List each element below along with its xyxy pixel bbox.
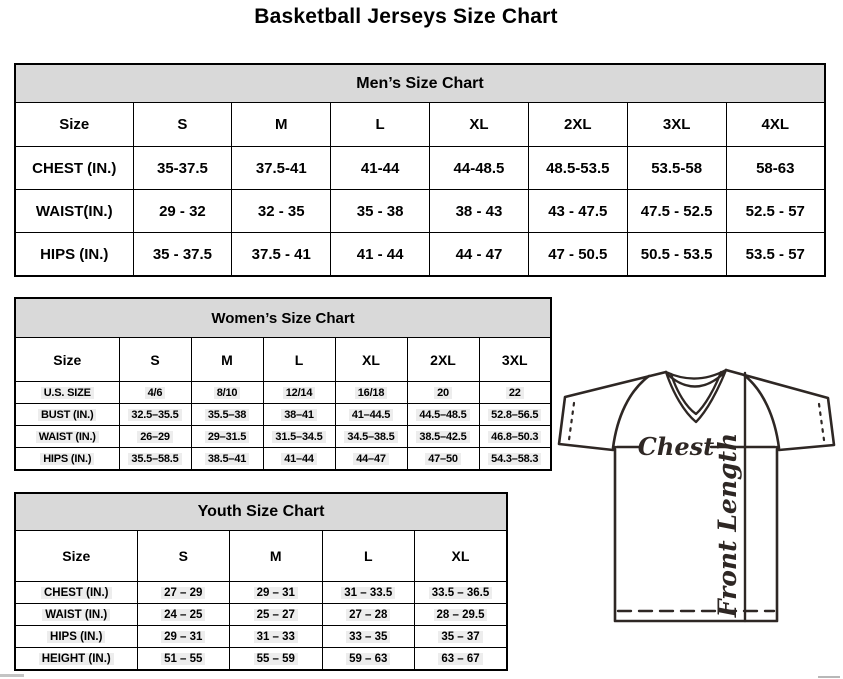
table-title: Women’s Size Chart xyxy=(15,298,551,338)
cell-text: 44.5–48.5 xyxy=(416,409,469,421)
column-header-s: S xyxy=(137,531,230,582)
chest-label: Chest xyxy=(637,432,715,461)
size-value xyxy=(119,448,191,471)
cell-text: HEIGHT (IN.) xyxy=(39,653,114,665)
size-value: 29 - 32 xyxy=(133,190,232,233)
size-value xyxy=(479,448,551,471)
size-value: 37.5-41 xyxy=(232,147,331,190)
column-header-s: S xyxy=(133,103,232,147)
page-title: Basketball Jerseys Size Chart xyxy=(254,5,558,28)
size-value xyxy=(415,648,508,671)
size-value: 53.5-58 xyxy=(627,147,726,190)
size-value: 41-44 xyxy=(331,147,430,190)
column-header-3xl: 3XL xyxy=(627,103,726,147)
column-header-m: M xyxy=(232,103,331,147)
jersey-right-armhole-path xyxy=(744,375,779,448)
cell-text: HIPS (IN.) xyxy=(40,453,94,465)
size-value xyxy=(407,382,479,404)
column-header-xl: XL xyxy=(415,531,508,582)
cell-text: 38–41 xyxy=(281,409,317,421)
size-value: 50.5 - 53.5 xyxy=(627,233,726,277)
size-value: 47 - 50.5 xyxy=(528,233,627,277)
jersey-right-sleeve-path xyxy=(726,370,834,450)
cell-text: 41–44.5 xyxy=(349,409,393,421)
size-value xyxy=(137,626,230,648)
cell-text: 52.8–56.5 xyxy=(488,409,541,421)
size-value xyxy=(335,404,407,426)
youth-size-chart-table xyxy=(14,492,508,671)
table-row xyxy=(15,604,507,626)
column-header-size: Size xyxy=(15,531,137,582)
cell-text: 22 xyxy=(506,387,524,399)
table-row xyxy=(15,382,551,404)
size-value xyxy=(322,604,415,626)
cell-text: 41–44 xyxy=(281,453,317,465)
size-value xyxy=(230,626,323,648)
size-value xyxy=(191,404,263,426)
cell-text: 28 – 29.5 xyxy=(434,609,488,621)
column-header-m: M xyxy=(230,531,323,582)
column-header-size: Size xyxy=(15,103,133,147)
size-value xyxy=(407,448,479,471)
size-value xyxy=(415,582,508,604)
caption-row xyxy=(15,493,507,531)
cell-text: 35.5–38 xyxy=(205,409,249,421)
size-value xyxy=(415,626,508,648)
cell-text: 12/14 xyxy=(283,387,316,399)
size-value xyxy=(230,604,323,626)
header-row xyxy=(15,338,551,382)
cell-text: 38.5–41 xyxy=(205,453,249,465)
table-row xyxy=(15,448,551,471)
cell-text: 31.5–34.5 xyxy=(272,431,325,443)
size-value xyxy=(479,404,551,426)
cell-text: 8/10 xyxy=(214,387,241,399)
size-value xyxy=(230,582,323,604)
header-row xyxy=(15,103,825,147)
cell-text: CHEST (IN.) xyxy=(41,587,112,599)
size-value: 44-48.5 xyxy=(430,147,529,190)
table-row xyxy=(15,626,507,648)
mens-size-chart-table xyxy=(14,63,826,277)
size-value xyxy=(230,648,323,671)
size-value: 41 - 44 xyxy=(331,233,430,277)
row-label xyxy=(15,648,137,671)
row-label xyxy=(15,382,119,404)
cell-text: HIPS (IN.) xyxy=(47,631,105,643)
left-cuff-seam-dashed-line xyxy=(569,403,574,440)
cell-text: 51 – 55 xyxy=(161,653,205,665)
row-label: WAIST(IN.) xyxy=(15,190,133,233)
table-row xyxy=(15,648,507,671)
row-label xyxy=(15,448,119,471)
cell-text: 29 – 31 xyxy=(161,631,205,643)
size-value xyxy=(322,648,415,671)
size-value xyxy=(322,582,415,604)
caption-row xyxy=(15,64,825,103)
size-value: 32 - 35 xyxy=(232,190,331,233)
row-label xyxy=(15,404,119,426)
cell-text: 24 – 25 xyxy=(161,609,205,621)
womens-size-chart-table xyxy=(14,297,552,471)
size-value xyxy=(479,382,551,404)
cell-text: 63 – 67 xyxy=(438,653,482,665)
table-row xyxy=(15,233,825,277)
jersey-measurement-diagram xyxy=(545,355,843,645)
table-row xyxy=(15,582,507,604)
cell-text: 59 – 63 xyxy=(346,653,390,665)
size-value xyxy=(137,582,230,604)
cell-text: 27 – 28 xyxy=(346,609,390,621)
cell-text: 31 – 33.5 xyxy=(341,587,395,599)
column-header-l: L xyxy=(322,531,415,582)
table-row xyxy=(15,426,551,448)
column-header-xl: XL xyxy=(430,103,529,147)
size-value: 43 - 47.5 xyxy=(528,190,627,233)
column-header-2xl: 2XL xyxy=(528,103,627,147)
cell-text: 46.8–50.3 xyxy=(488,431,541,443)
cell-text: 33 – 35 xyxy=(346,631,390,643)
cell-text: 35 – 37 xyxy=(438,631,482,643)
size-value xyxy=(335,382,407,404)
row-label xyxy=(15,426,119,448)
cell-text: WAIST (IN.) xyxy=(42,609,110,621)
size-value: 38 - 43 xyxy=(430,190,529,233)
size-value xyxy=(322,626,415,648)
cell-text: 29–31.5 xyxy=(205,431,249,443)
size-value xyxy=(263,426,335,448)
column-header-xl: XL xyxy=(335,338,407,382)
size-value xyxy=(479,426,551,448)
scrollbar-fragment-left xyxy=(0,674,24,677)
cell-text: 25 – 27 xyxy=(254,609,298,621)
table-title: Youth Size Chart xyxy=(15,493,507,531)
cell-text: U.S. SIZE xyxy=(41,387,94,399)
size-value xyxy=(407,404,479,426)
row-label: HIPS (IN.) xyxy=(15,233,133,277)
cell-text: WAIST (IN.) xyxy=(36,431,99,443)
size-value xyxy=(263,382,335,404)
cell-text: 33.5 – 36.5 xyxy=(429,587,493,599)
size-value: 35 - 38 xyxy=(331,190,430,233)
size-value: 44 - 47 xyxy=(430,233,529,277)
jersey-body-path xyxy=(615,447,777,621)
cell-text: 47–50 xyxy=(425,453,461,465)
cell-text: 16/18 xyxy=(355,387,388,399)
size-value xyxy=(137,648,230,671)
column-header-2xl: 2XL xyxy=(407,338,479,382)
size-value xyxy=(407,426,479,448)
table-row xyxy=(15,147,825,190)
cell-text: 38.5–42.5 xyxy=(416,431,469,443)
cell-text: 35.5–58.5 xyxy=(128,453,181,465)
size-value: 35-37.5 xyxy=(133,147,232,190)
row-label: CHEST (IN.) xyxy=(15,147,133,190)
column-header-3xl: 3XL xyxy=(479,338,551,382)
column-header-size: Size xyxy=(15,338,119,382)
column-header-4xl: 4XL xyxy=(726,103,825,147)
table-title: Men’s Size Chart xyxy=(15,64,825,103)
cell-text: 29 – 31 xyxy=(254,587,298,599)
scrollbar-fragment-right xyxy=(818,676,840,678)
cell-text: 32.5–35.5 xyxy=(128,409,181,421)
size-value xyxy=(415,604,508,626)
column-header-s: S xyxy=(119,338,191,382)
size-value: 58-63 xyxy=(726,147,825,190)
size-value xyxy=(335,448,407,471)
cell-text: 26–29 xyxy=(137,431,173,443)
size-value xyxy=(119,426,191,448)
size-value xyxy=(191,382,263,404)
row-label xyxy=(15,626,137,648)
front-length-label: Front Length xyxy=(713,432,742,618)
size-value xyxy=(263,448,335,471)
column-header-l: L xyxy=(263,338,335,382)
cell-text: 55 – 59 xyxy=(254,653,298,665)
table-row xyxy=(15,190,825,233)
cell-text: 31 – 33 xyxy=(254,631,298,643)
size-value xyxy=(335,426,407,448)
size-value: 35 - 37.5 xyxy=(133,233,232,277)
size-value xyxy=(263,404,335,426)
cell-text: 20 xyxy=(434,387,452,399)
collar-top-arc-path xyxy=(666,370,726,379)
size-value xyxy=(191,426,263,448)
header-row xyxy=(15,531,507,582)
cell-text: BUST (IN.) xyxy=(38,409,96,421)
column-header-l: L xyxy=(331,103,430,147)
row-label xyxy=(15,604,137,626)
size-value xyxy=(119,382,191,404)
table-row xyxy=(15,404,551,426)
column-header-m: M xyxy=(191,338,263,382)
size-value: 53.5 - 57 xyxy=(726,233,825,277)
size-value: 48.5-53.5 xyxy=(528,147,627,190)
size-value: 37.5 - 41 xyxy=(232,233,331,277)
right-cuff-seam-dashed-line xyxy=(819,404,824,440)
size-value xyxy=(191,448,263,471)
row-label xyxy=(15,582,137,604)
size-value xyxy=(119,404,191,426)
cell-text: 54.3–58.3 xyxy=(488,453,541,465)
size-value: 52.5 - 57 xyxy=(726,190,825,233)
cell-text: 44–47 xyxy=(353,453,389,465)
cell-text: 4/6 xyxy=(145,387,166,399)
cell-text: 27 – 29 xyxy=(161,587,205,599)
size-value: 47.5 - 52.5 xyxy=(627,190,726,233)
size-value xyxy=(137,604,230,626)
cell-text: 34.5–38.5 xyxy=(344,431,397,443)
caption-row xyxy=(15,298,551,338)
